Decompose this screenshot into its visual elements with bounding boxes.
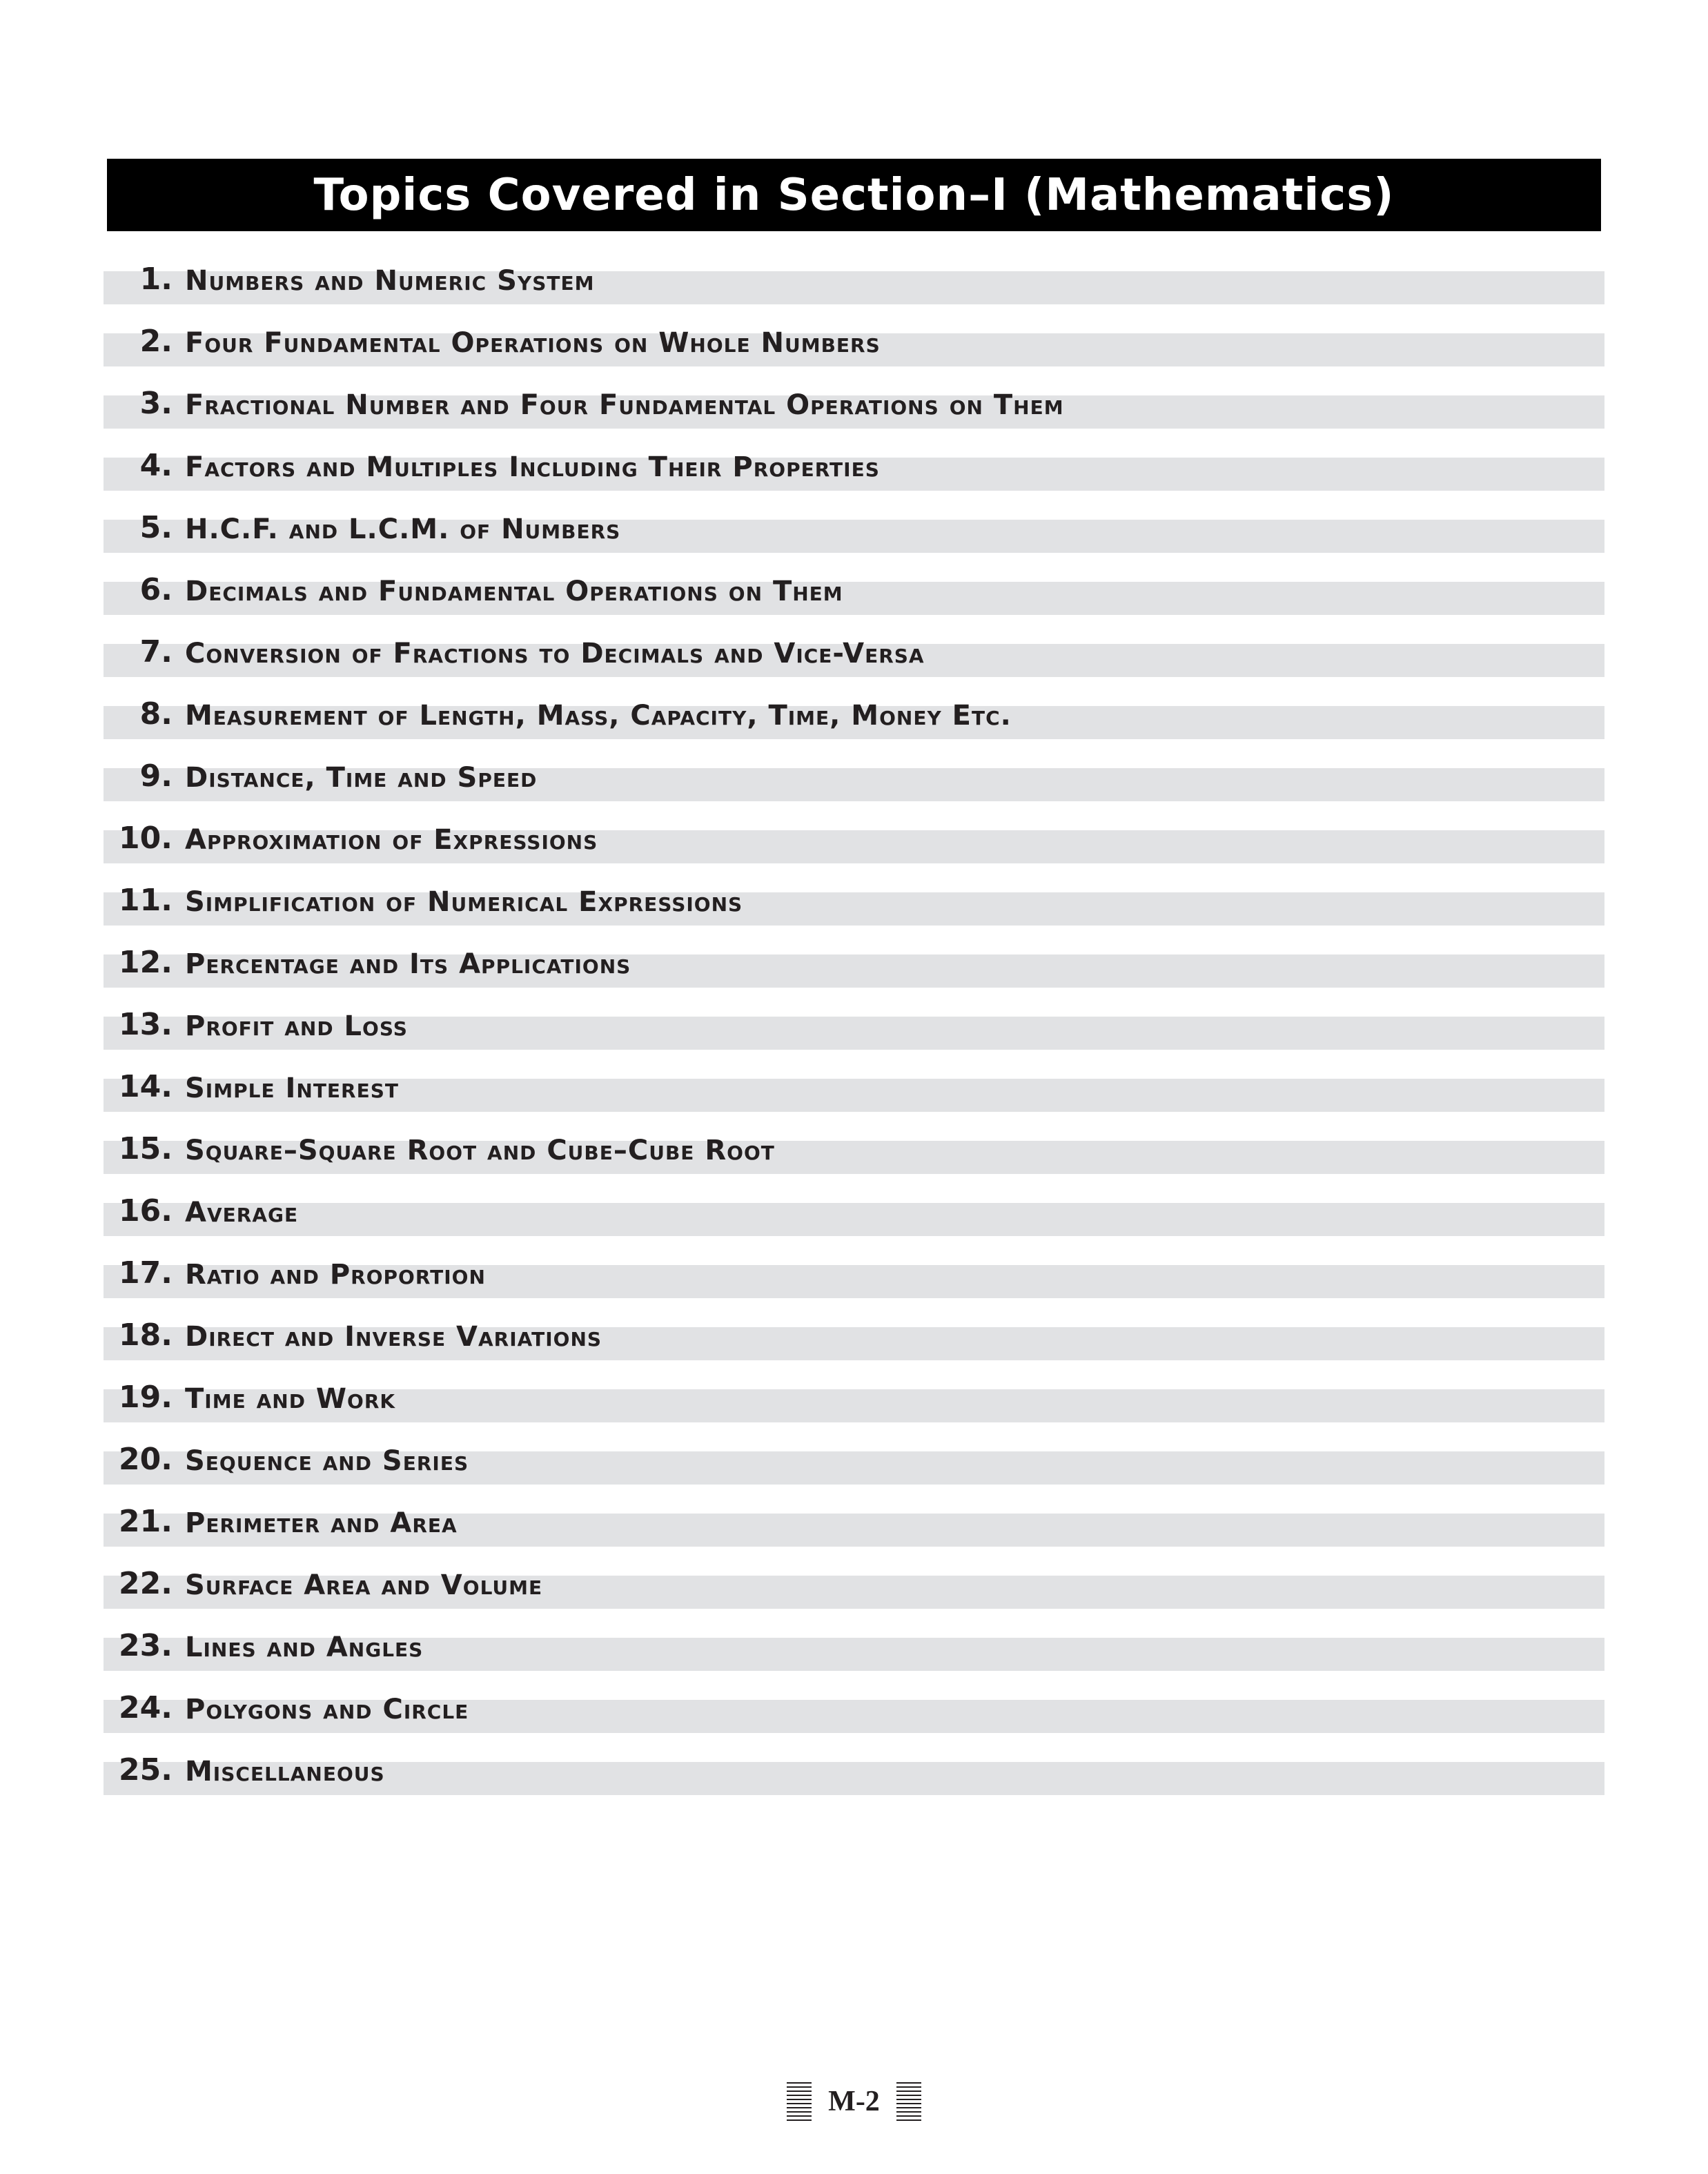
topic-label: Time and Work — [185, 1383, 396, 1415]
topic-number: 9. — [139, 758, 173, 794]
topic-item — [104, 572, 1604, 615]
topic-number: 8. — [139, 696, 173, 732]
topic-number: 15. — [119, 1131, 173, 1166]
topic-item — [104, 1069, 1604, 1112]
topic-number: 6. — [139, 572, 173, 607]
topic-item — [104, 1442, 1604, 1485]
topic-item — [104, 1752, 1604, 1795]
topic-label: H.C.F. and L.C.M. of Numbers — [185, 513, 621, 545]
topic-number: 20. — [119, 1442, 173, 1477]
topic-label: Simple Interest — [185, 1073, 400, 1104]
topic-number: 14. — [119, 1069, 173, 1104]
topic-item — [104, 1628, 1604, 1671]
topic-item — [104, 1007, 1604, 1050]
topic-label: Average — [185, 1197, 299, 1228]
topic-number: 22. — [119, 1566, 173, 1601]
topic-number: 11. — [119, 883, 173, 918]
topic-item — [104, 1504, 1604, 1547]
topic-label: Miscellaneous — [185, 1756, 385, 1788]
topic-item — [104, 510, 1604, 553]
topic-item — [104, 821, 1604, 863]
topic-number: 4. — [139, 448, 173, 483]
stripe-ornament-left — [787, 2082, 812, 2121]
topic-item — [104, 883, 1604, 926]
page-number: M-2 — [828, 2086, 880, 2117]
topic-item — [104, 1255, 1604, 1298]
topic-item — [104, 696, 1604, 739]
topic-label: Approximation of Expressions — [185, 824, 598, 856]
topic-label: Square–Square Root and Cube–Cube Root — [185, 1135, 775, 1166]
topic-item — [104, 386, 1604, 429]
stripe-ornament-right — [896, 2082, 921, 2121]
topic-item — [104, 1566, 1604, 1609]
topic-label: Four Fundamental Operations on Whole Numbers — [185, 327, 881, 359]
topic-label: Direct and Inverse Variations — [185, 1321, 602, 1353]
topic-item — [104, 262, 1604, 304]
topic-number: 23. — [119, 1628, 173, 1663]
topic-label: Numbers and Numeric System — [185, 265, 595, 297]
topic-item — [104, 758, 1604, 801]
topic-item — [104, 945, 1604, 988]
topic-item — [104, 324, 1604, 366]
topic-label: Distance, Time and Speed — [185, 762, 538, 794]
topic-item — [104, 1131, 1604, 1174]
topic-label: Sequence and Series — [185, 1445, 469, 1477]
topic-label: Lines and Angles — [185, 1632, 424, 1663]
topic-number: 3. — [139, 386, 173, 421]
page-number-footer — [787, 2081, 921, 2122]
topic-number: 19. — [119, 1380, 173, 1415]
topic-item — [104, 1690, 1604, 1733]
topic-label: Fractional Number and Four Fundamental Operations on Them — [185, 389, 1064, 421]
topic-label: Ratio and Proportion — [185, 1259, 486, 1291]
topic-number: 24. — [119, 1690, 173, 1725]
topic-number: 5. — [139, 510, 173, 545]
section-title: Topics Covered in Section–I (Mathematics) — [313, 169, 1395, 221]
topic-number: 25. — [119, 1752, 173, 1788]
topic-item — [104, 1318, 1604, 1360]
topic-label: Decimals and Fundamental Operations on Them — [185, 576, 843, 607]
topic-number: 12. — [119, 945, 173, 980]
topic-label: Profit and Loss — [185, 1010, 408, 1042]
topic-label: Polygons and Circle — [185, 1694, 469, 1725]
topic-item — [104, 634, 1604, 677]
topic-list — [104, 262, 1604, 1824]
topic-number: 2. — [139, 324, 173, 359]
topic-item — [104, 1380, 1604, 1422]
section-title-bar — [107, 159, 1601, 231]
topic-number: 7. — [139, 634, 173, 669]
topic-label: Measurement of Length, Mass, Capacity, Time, Money Etc. — [185, 700, 1012, 732]
topic-number: 17. — [119, 1255, 173, 1291]
topic-number: 21. — [119, 1504, 173, 1539]
topic-item — [104, 448, 1604, 491]
topic-number: 18. — [119, 1318, 173, 1353]
topic-number: 13. — [119, 1007, 173, 1042]
topic-label: Factors and Multiples Including Their Properties — [185, 451, 880, 483]
topic-number: 16. — [119, 1193, 173, 1228]
topic-label: Percentage and Its Applications — [185, 948, 631, 980]
topic-item — [104, 1193, 1604, 1236]
topic-label: Perimeter and Area — [185, 1507, 458, 1539]
topic-number: 1. — [139, 262, 173, 297]
topic-label: Conversion of Fractions to Decimals and Vice-Versa — [185, 638, 925, 669]
topic-label: Simplification of Numerical Expressions — [185, 886, 743, 918]
topic-label: Surface Area and Volume — [185, 1569, 543, 1601]
topic-number: 10. — [119, 821, 173, 856]
